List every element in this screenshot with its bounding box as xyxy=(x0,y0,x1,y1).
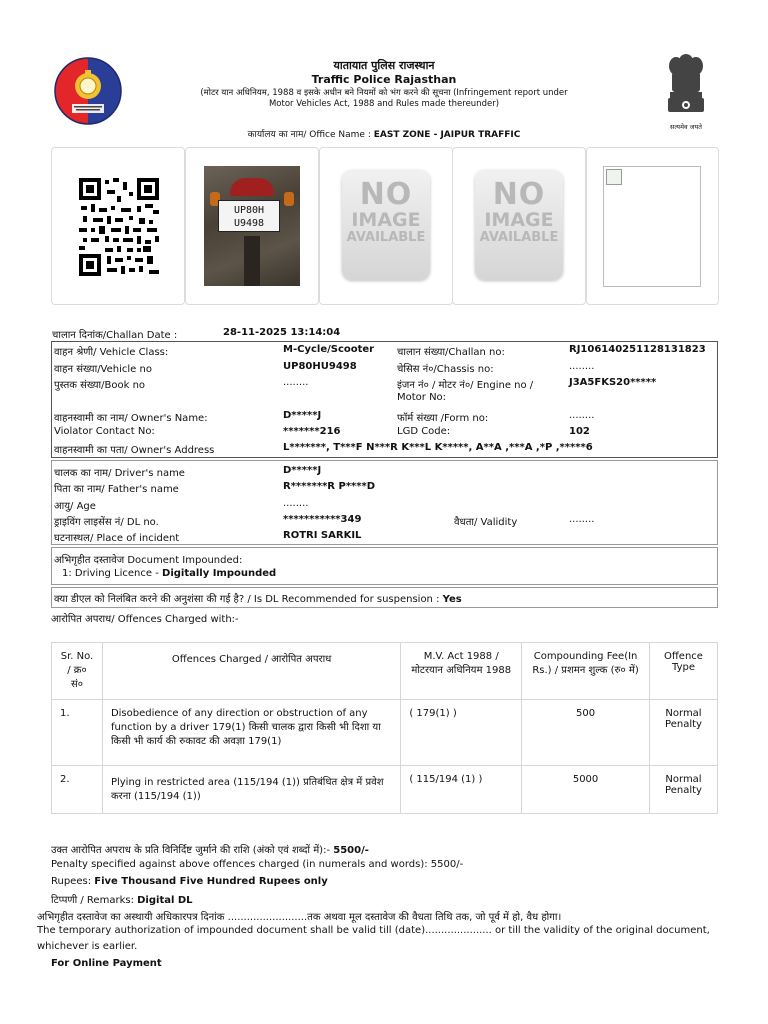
remarks: टिप्पणी / Remarks: Digital DL xyxy=(51,895,193,906)
place-value: ROTRI SARKIL xyxy=(283,530,362,541)
row-type: Normal Penalty xyxy=(650,700,718,766)
driver-name-value: D*****J xyxy=(283,465,322,476)
broken-image-icon xyxy=(603,166,701,287)
lgd-label: LGD Code: xyxy=(397,426,451,437)
owner-name-value: D*****J xyxy=(283,410,322,421)
online-payment-heading: For Online Payment xyxy=(51,958,162,969)
subtitle-line2: Motor Vehicles Act, 1988 and Rules made thereunder) xyxy=(268,99,500,109)
penalty-hindi: उक्त आरोपित अपराध के प्रति विनिर्दिष्ट जुर्माने की राशि (अंको एवं शब्दों में):- 5500/- xyxy=(51,845,369,856)
dl-no-value: ***********349 xyxy=(283,514,362,525)
challan-no-label: चालान संख्या/Challan no: xyxy=(397,347,505,358)
challan-no-value: RJ106140251128131823 xyxy=(569,344,706,355)
title-hindi: यातायात पुलिस राजस्थान xyxy=(333,59,435,72)
row-type: Normal Penalty xyxy=(650,766,718,814)
row-fee: 5000 xyxy=(522,766,650,814)
header-sr-no: Sr. No. / क्र० सं० xyxy=(52,643,103,700)
row-mv-act: ( 115/194 (1) ) xyxy=(401,766,522,814)
vehicle-photo xyxy=(204,166,300,286)
vehicle-photo-card xyxy=(185,147,319,305)
book-no-value: ........ xyxy=(283,377,309,388)
lgd-value: 102 xyxy=(569,426,590,437)
age-label: आयु/ Age xyxy=(54,501,96,512)
vehicle-no-label: वाहन संख्या/Vehicle no xyxy=(54,364,152,375)
penalty-english: Penalty specified against above offences charged (in numerals and words): 5500/- xyxy=(51,859,464,870)
engine-value: J3A5FKS20***** xyxy=(569,377,657,388)
temp-auth-english-1: The temporary authorization of impounded document shall be valid till (date)..................... or till the validity of the original document, xyxy=(37,925,710,936)
subtitle-line1: (मोटर यान अधिनियम, 1988 व इसके अधीन बने नियमों को भंग करने की सूचना (Infringement report under xyxy=(200,88,568,98)
engine-label: इंजन नं० / मोटर नं०/ Engine no / xyxy=(397,380,534,391)
impound-label: अभिगृहीत दस्तावेज Document Impounded: xyxy=(54,555,243,566)
temp-auth-english-2: whichever is earlier. xyxy=(37,941,138,952)
qr-code-icon xyxy=(79,178,159,276)
contact-label: Violator Contact No: xyxy=(54,426,155,437)
dl-no-label: ड्राइविंग लाइसेंस नं/ DL no. xyxy=(54,517,159,528)
vehicle-class-label: वाहन श्रेणी/ Vehicle Class: xyxy=(54,347,169,358)
qr-card xyxy=(51,147,185,305)
office-name: कार्यालय का नाम/ Office Name : EAST ZONE - JAIPUR TRAFFIC xyxy=(247,130,521,140)
header-offence: Offences Charged / आरोपित अपराध xyxy=(102,643,400,700)
owner-address-label: वाहनस्वामी का पता/ Owner's Address xyxy=(54,445,215,456)
no-image-icon: NO IMAGE AVAILABLE xyxy=(342,170,430,280)
offences-label: आरोपित अपराध/ Offences Charged with:- xyxy=(51,614,239,625)
impound-item: 1: Driving Licence - Digitally Impounded xyxy=(62,568,277,579)
temp-auth-hindi: अभिगृहीत दस्तावेज का अस्थायी अधिकारपत्र दिनांक .........................तक अथवा मूल दस्तावेज की वैधता तिथि तक, जो पूर्व में हो, वैध होगा। xyxy=(37,912,562,923)
offences-table xyxy=(51,642,718,814)
header-fee: Compounding Fee(In Rs.) / प्रशमन शुल्क (रु० में) xyxy=(522,643,650,700)
driver-name-label: चालक का नाम/ Driver's name xyxy=(54,468,185,479)
number-plate: UP80H U9498 xyxy=(218,200,280,232)
father-name-value: R*******R P****D xyxy=(283,481,376,492)
no-image-card-1 xyxy=(319,147,453,305)
contact-value: *******216 xyxy=(283,426,341,437)
table-header-row xyxy=(52,643,718,700)
header-mv-act: M.V. Act 1988 / मोटरयान अधिनियम 1988 xyxy=(401,643,522,700)
row-offence: Plying in restricted area (115/194 (1)) प्रतिबंधित क्षेत्र में प्रवेश करना (115/194 (1)) xyxy=(102,766,400,814)
engine-label-2: Motor No: xyxy=(397,392,447,403)
validity-value: ........ xyxy=(569,514,595,525)
table-row xyxy=(52,700,718,766)
row-sr-no: 2. xyxy=(52,766,103,814)
row-mv-act: ( 179(1) ) xyxy=(401,700,522,766)
validity-label: वैधता/ Validity xyxy=(454,517,518,528)
row-sr-no: 1. xyxy=(52,700,103,766)
broken-image-card xyxy=(586,147,719,305)
row-fee: 500 xyxy=(522,700,650,766)
title-english: Traffic Police Rajasthan xyxy=(311,73,457,86)
owner-address-value: L*******, T***F N***R K***L K*****, A**A ,***A ,*P ,*****6 xyxy=(283,442,593,453)
place-label: घटनास्थल/ Place of incident xyxy=(54,533,180,544)
national-emblem-icon xyxy=(662,52,710,120)
header-type: Offence Type xyxy=(650,643,718,700)
age-value: ........ xyxy=(283,498,309,509)
vehicle-info-box xyxy=(51,341,718,458)
form-no-label: फॉर्म संख्या /Form no: xyxy=(397,413,489,424)
emblem-caption: सत्यमेव जयते xyxy=(670,123,702,131)
rupees-in-words: Rupees: Five Thousand Five Hundred Rupees only xyxy=(51,876,328,887)
form-no-value: ........ xyxy=(569,410,595,421)
table-row xyxy=(52,766,718,814)
suspension-text: क्या डीएल को निलंबित करने की अनुशंसा की गई है? / Is DL Recommended for suspension : Yes xyxy=(54,594,462,605)
no-image-card-2 xyxy=(452,147,586,305)
father-name-label: पिता का नाम/ Father's name xyxy=(54,484,179,495)
owner-name-label: वाहनस्वामी का नाम/ Owner's Name: xyxy=(54,413,208,424)
challan-date-label: चालान दिनांक/Challan Date : xyxy=(52,330,178,341)
row-offence: Disobedience of any direction or obstruction of any function by a driver 179(1) किसी चालक द्वारा किसी भी दिशा या किसी भी कार्य की रुकावट की अवज्ञा 179(1) xyxy=(102,700,400,766)
vehicle-class-value: M-Cycle/Scooter xyxy=(283,344,375,355)
challan-date-value: 28-11-2025 13:14:04 xyxy=(223,327,341,338)
book-no-label: पुस्तक संख्या/Book no xyxy=(54,380,146,391)
no-image-icon: NO IMAGE AVAILABLE xyxy=(475,170,563,280)
chassis-value: ........ xyxy=(569,361,595,372)
chassis-label: चेसिस नं०/Chassis no: xyxy=(397,364,494,375)
vehicle-no-value: UP80HU9498 xyxy=(283,361,357,372)
